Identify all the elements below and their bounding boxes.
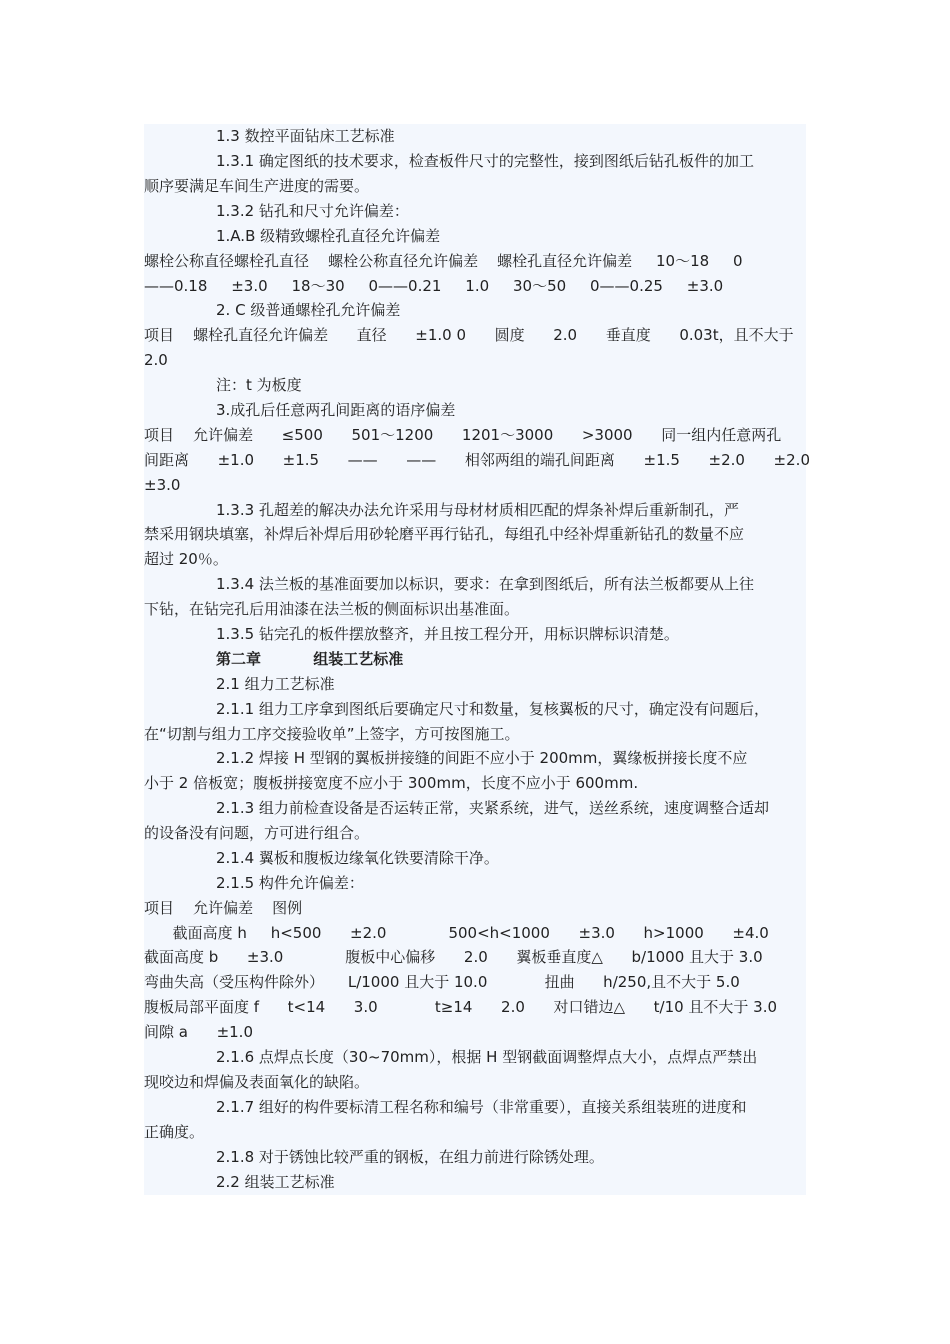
text-line: 的设备没有问题，方可进行组合。 xyxy=(144,824,370,842)
text-line: 1.3.1 确定图纸的技术要求，检查板件尺寸的完整性，接到图纸后钻孔板件的加工 xyxy=(216,152,754,170)
text-line: 项目 允许偏差 ≤500 501～1200 1201～3000 >3000 同一组内任意两孔 xyxy=(144,426,782,444)
text-line: 间隙 a ±1.0 xyxy=(144,1023,253,1041)
text-line: 注：t 为板度 xyxy=(216,376,302,394)
text-line: 2.1 组力工艺标准 xyxy=(216,675,335,693)
text-line: 1.A.B 级精致螺栓孔直径允许偏差 xyxy=(216,227,441,245)
text-line: ——0.18 ±3.0 18～30 0——0.21 1.0 30～50 0——0.25 ±3.0 xyxy=(144,277,724,295)
text-line: ±3.0 xyxy=(144,476,181,494)
text-line: 2.1.6 点焊点长度（30~70mm），根据 H 型钢截面调整焊点大小，点焊点严禁出 xyxy=(216,1048,758,1066)
text-line: 弯曲失高（受压构件除外） L/1000 且大于 10.0 扭曲 h/250,且不大于 5.0 xyxy=(144,973,740,991)
text-line: 2.1.8 对于锈蚀比较严重的钢板，在组力前进行除锈处理。 xyxy=(216,1148,604,1166)
text-line: 超过 20％。 xyxy=(144,550,228,568)
text-line: 1.3.5 钻完孔的板件摆放整齐，并且按工程分开，用标识牌标识清楚。 xyxy=(216,625,679,643)
text-line: 2.1.1 组力工序拿到图纸后要确定尺寸和数量，复核翼板的尺寸，确定没有问题后， xyxy=(216,700,769,718)
text-line: 间距离 ±1.0 ±1.5 —— —— 相邻两组的端孔间距离 ±1.5 ±2.0 ±2.0 xyxy=(144,451,810,469)
text-line: 禁采用钢块填塞，补焊后补焊后用砂轮磨平再行钻孔，每组孔中经补焊重新钻孔的数量不应 xyxy=(144,525,745,543)
text-line: 下钻，在钻完孔后用油漆在法兰板的侧面标识出基准面。 xyxy=(144,600,520,618)
text-line: 2.1.2 焊接 H 型钢的翼板拼接缝的间距不应小于 200mm，翼缘板拼接长度不应 xyxy=(216,749,748,767)
text-line: 1.3.3 孔超差的解决办法允许采用与母材材质相匹配的焊条补焊后重新制孔，严 xyxy=(216,501,739,519)
text-line: 2.2 组装工艺标准 xyxy=(216,1173,335,1191)
text-line: 小于 2 倍板宽；腹板拼接宽度不应小于 300mm，长度不应小于 600mm. xyxy=(144,774,639,792)
text-line: 2.1.7 组好的构件要标清工程名称和编号（非常重要），直接关系组装班的进度和 xyxy=(216,1098,747,1116)
text-line: 2.0 xyxy=(144,351,168,369)
text-line: 2.1.4 翼板和腹板边缘氧化铁要清除干净。 xyxy=(216,849,499,867)
text-line: 顺序要满足车间生产进度的需要。 xyxy=(144,177,370,195)
text-line: 在“切割与组力工序交接验收单”上签字，方可按图施工。 xyxy=(144,725,520,743)
text-line: 3.成孔后任意两孔间距离的语序偏差 xyxy=(216,401,456,419)
text-line: 腹板局部平面度 f t<14 3.0 t≥14 2.0 对口错边△ t/10 且不大于 3.0 xyxy=(144,998,778,1016)
text-line: 1.3.4 法兰板的基准面要加以标识，要求：在拿到图纸后，所有法兰板都要从上往 xyxy=(216,575,754,593)
text-line: 1.3 数控平面钻床工艺标准 xyxy=(216,127,395,145)
text-line: 项目 允许偏差 图例 xyxy=(144,899,303,917)
chapter-heading: 第二章 组装工艺标准 xyxy=(216,650,404,668)
text-line: 2. C 级普通螺栓孔允许偏差 xyxy=(216,301,401,319)
text-line: 正确度。 xyxy=(144,1123,205,1141)
text-line: 2.1.3 组力前检查设备是否运转正常，夹紧系统，进气，送丝系统，速度调整合适却 xyxy=(216,799,769,817)
text-line: 现咬边和焊偏及表面氧化的缺陷。 xyxy=(144,1073,370,1091)
text-line: 2.1.5 构件允许偏差： xyxy=(216,874,364,892)
document-text-block xyxy=(144,124,810,1195)
text-line: 项目 螺栓孔直径允许偏差 直径 ±1.0 0 圆度 2.0 垂直度 0.03t，且不大于 xyxy=(144,326,794,344)
text-line: 截面高度 h h<500 ±2.0 500<h<1000 ±3.0 h>1000 ±4.0 xyxy=(144,924,769,942)
text-line: 截面高度 b ±3.0 腹板中心偏移 2.0 翼板垂直度△ b/1000 且大于 3.0 xyxy=(144,948,763,966)
text-line: 1.3.2 钻孔和尺寸允许偏差： xyxy=(216,202,409,220)
text-line: 螺栓公称直径螺栓孔直径 螺栓公称直径允许偏差 螺栓孔直径允许偏差 10～18 0 xyxy=(144,252,743,270)
